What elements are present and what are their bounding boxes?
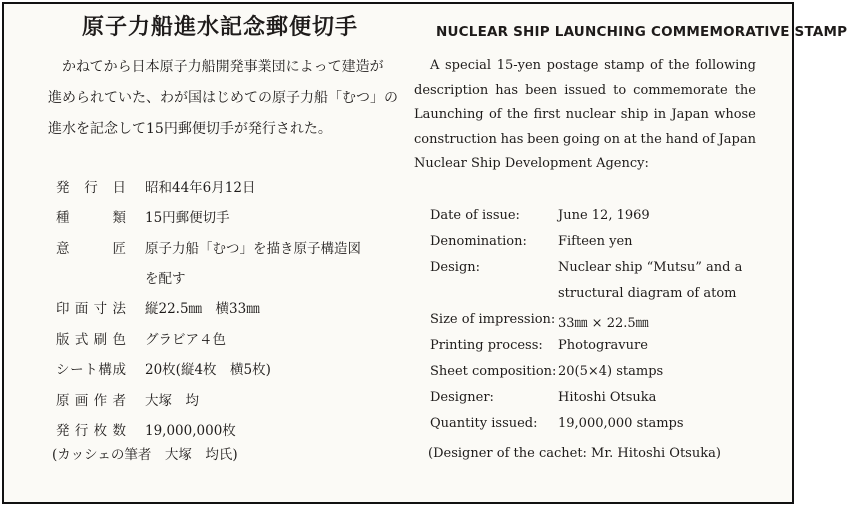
en-spec-label: Quantity issued: — [430, 416, 538, 431]
en-title: NUCLEAR SHIP LAUNCHING COMMEMORATIVE STAMP — [436, 24, 847, 40]
jp-intro — [48, 52, 398, 145]
en-spec-value: 20(5×4) stamps — [558, 364, 664, 379]
jp-spec-value: 大塚 均 — [145, 393, 199, 409]
en-cachet-note: (Designer of the cachet: Mr. Hitoshi Otsuka) — [428, 446, 721, 461]
en-spec-value: Photogravure — [558, 338, 648, 353]
jp-title: 原子力船進水記念郵便切手 — [82, 14, 359, 40]
en-spec-label: Size of impression: — [430, 312, 556, 327]
en-spec-value: Nuclear ship “Mutsu” and a — [558, 260, 743, 275]
en-spec-label: Denomination: — [430, 234, 527, 249]
jp-spec-value: 縦22.5㎜ 横33㎜ — [145, 301, 260, 317]
jp-spec-label: 発 行 日 — [56, 180, 126, 196]
en-description-line: Launching of the first nuclear ship in Japan whose — [414, 107, 756, 122]
en-spec-value: June 12, 1969 — [558, 208, 650, 223]
en-spec-label: Printing process: — [430, 338, 543, 353]
en-description-line: Nuclear Ship Development Agency: — [414, 156, 649, 171]
en-description-line: description has been issued to commemorate the — [414, 82, 756, 98]
jp-intro-line: 進水を記念して15円郵便切手が発行された。 — [48, 121, 332, 137]
jp-spec-value: 15円郵便切手 — [145, 210, 230, 226]
jp-spec-label: シ ー ト 構 成 — [56, 362, 126, 378]
jp-intro-line: かねてから日本原子力船開発事業団によって建造が — [62, 59, 384, 75]
jp-spec-value: 原子力船「むつ」を描き原子構造図 — [145, 241, 361, 257]
en-spec-value: 19,000,000 stamps — [558, 416, 684, 431]
jp-spec-value: 20枚(縦4枚 横5枚) — [145, 362, 271, 378]
en-spec-label: Date of issue: — [430, 208, 520, 223]
en-spec-value: 33㎜ × 22.5㎜ — [558, 316, 649, 331]
en-spec-value: Fifteen yen — [558, 234, 633, 249]
en-description-line: A special 15-yen postage stamp of the following — [430, 58, 756, 73]
jp-intro-line: 進められていた、わが国はじめての原子力船「むつ」の — [48, 90, 398, 106]
jp-spec-label: 版 式 刷 色 — [56, 332, 126, 348]
en-spec-label: Design: — [430, 260, 481, 275]
en-spec-label: Designer: — [430, 390, 494, 405]
jp-spec-label: 印 面 寸 法 — [56, 301, 126, 317]
jp-spec-value: を配す — [145, 271, 186, 287]
en-description-line: construction has been going on at the hand of Japan — [414, 131, 756, 147]
jp-cachet-note: (カッシェの筆者 大塚 均氏) — [52, 447, 238, 463]
en-description — [414, 54, 756, 177]
en-spec-value: Hitoshi Otsuka — [558, 390, 657, 405]
en-spec-label: Sheet composition: — [430, 364, 557, 379]
jp-spec-label: 原 画 作 者 — [56, 393, 126, 409]
jp-spec-value: 19,000,000枚 — [145, 423, 236, 439]
jp-spec-value: グラビア４色 — [145, 332, 226, 348]
jp-spec-label: 意 匠 — [56, 241, 126, 257]
jp-spec-value: 昭和44年6月12日 — [145, 180, 256, 196]
jp-spec-label: 種 類 — [56, 210, 126, 226]
en-spec-value: structural diagram of atom — [558, 286, 737, 301]
jp-spec-label: 発 行 枚 数 — [56, 423, 126, 439]
